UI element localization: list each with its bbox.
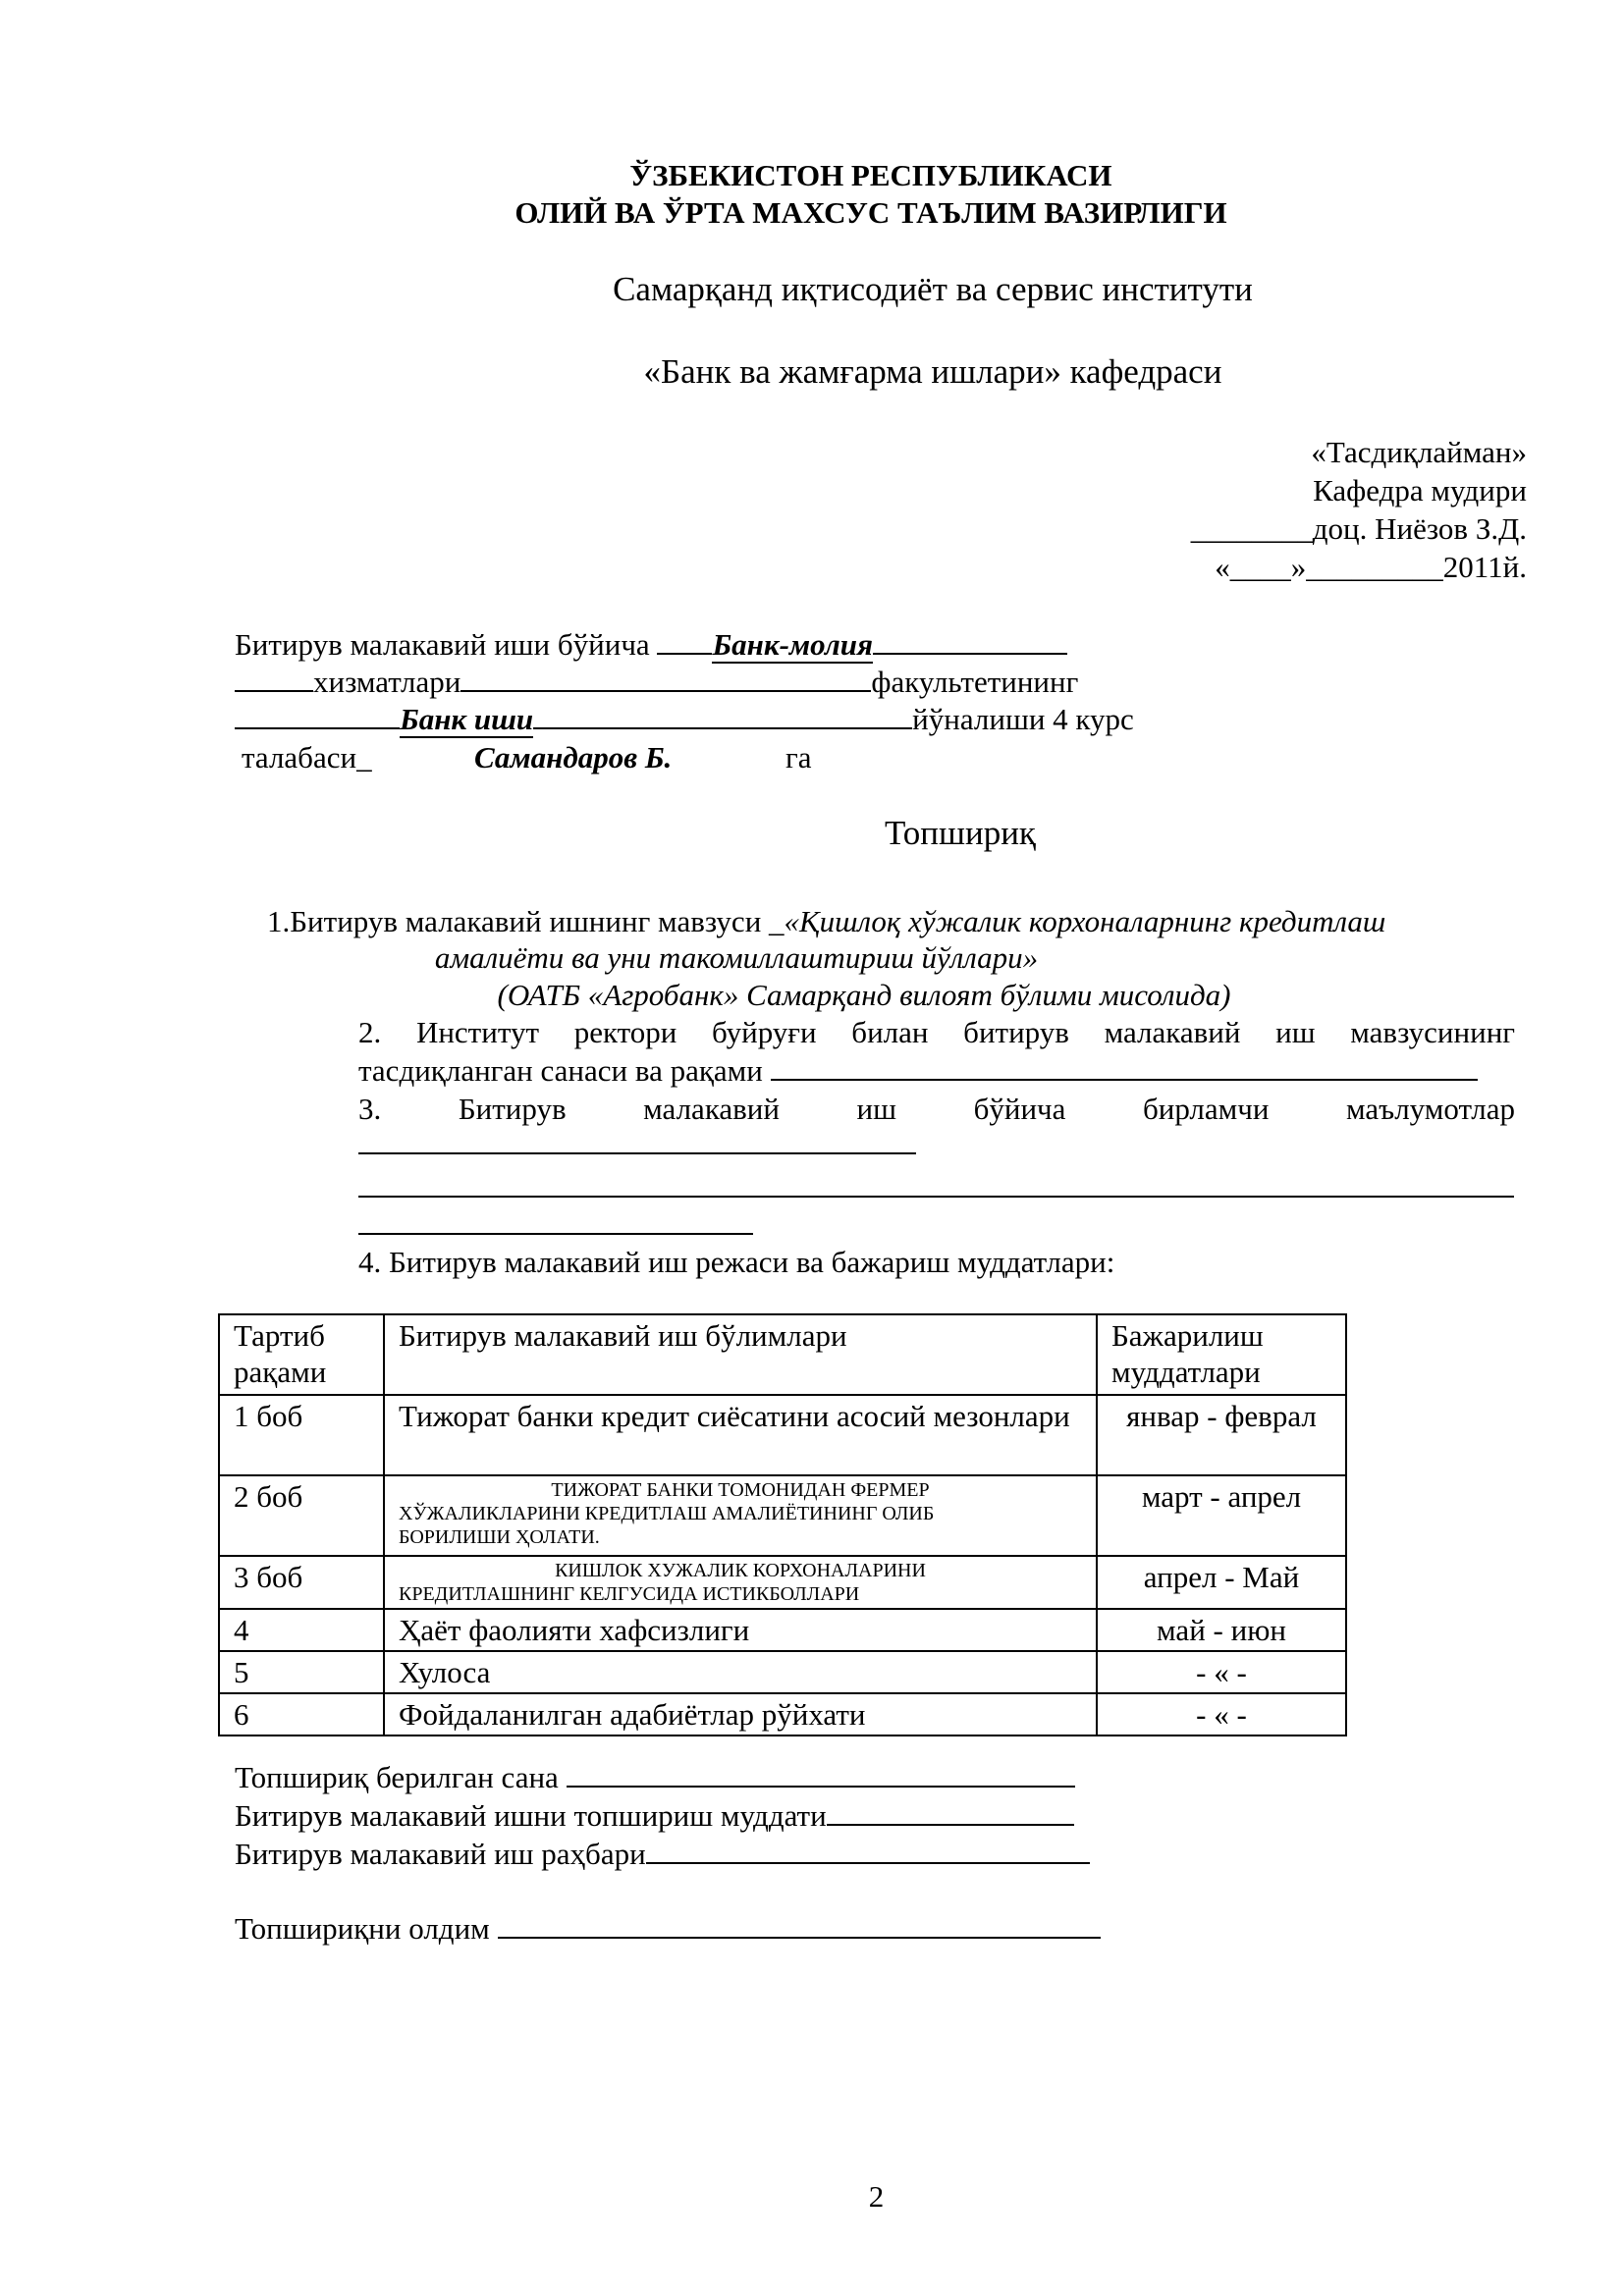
item1-prefix: 1.Битирув малакавий ишнинг мавзуси _: [267, 904, 785, 938]
blank-line: [235, 704, 400, 729]
item1-topic-b: амалиёти ва уни такомиллаштириш йўллари»: [434, 940, 1039, 975]
blank-line: [235, 667, 313, 692]
submission-deadline-line: [235, 1797, 1074, 1835]
section-line: КИШЛОК ХУЖАЛИК КОРХОНАЛАРИНИ: [555, 1560, 926, 1581]
row-deadline: май - июн: [1097, 1609, 1346, 1651]
blank-line: [657, 629, 712, 655]
approve-label: «Тасдиқлайман»: [1311, 435, 1527, 469]
head-signature-line: ________доц. Ниёзов З.Д.: [1190, 511, 1527, 546]
section-line: БОРИЛИШИ ҲОЛАТИ.: [399, 1526, 600, 1548]
row-deadline: март - апрел: [1097, 1475, 1346, 1556]
department-name: «Банк ва жамғарма ишлари» кафедраси: [643, 352, 1222, 391]
item2-line-1: 2. Институт ректори буйруғи билан битирув малакавий иш мавзусининг: [358, 1015, 1515, 1049]
blank-line: [827, 1800, 1074, 1826]
submission-label: Битирув малакавий ишни топшириш муддати: [235, 1798, 827, 1833]
section-line: КРЕДИТЛАШНИНГ КЕЛГУСИДА ИСТИКБОЛЛАРИ: [399, 1583, 860, 1605]
blank-line: [646, 1839, 1090, 1864]
row-number: 1 боб: [219, 1395, 384, 1475]
item1-line-1: [267, 903, 1385, 940]
row-section: Ҳаёт фаолияти хафсизлиги: [384, 1609, 1097, 1651]
supervisor-label: Битирув малакавий иш раҳбари: [235, 1837, 646, 1871]
row-deadline: - « -: [1097, 1693, 1346, 1735]
item2-label: тасдиқланган санаси ва рақами: [358, 1053, 763, 1088]
section-line: ХЎЖАЛИКЛАРИНИ КРЕДИТЛАШ АМАЛИЁТИНИНГ ОЛИБ: [399, 1503, 935, 1524]
banking-value: Банк иши: [400, 702, 534, 736]
row-section: [384, 1556, 1097, 1609]
faculty-label: факультетининг: [871, 665, 1079, 699]
row-section: [384, 1475, 1097, 1556]
services-label: хизматлари: [313, 665, 461, 699]
item3-blank-1: [358, 1152, 916, 1154]
task-title: Топшириқ: [885, 814, 1036, 852]
table-row: [219, 1693, 1346, 1735]
blank-line: [1164, 1055, 1478, 1081]
received-label: Топшириқни олдим: [235, 1911, 490, 1946]
header-deadline: Бажарилиш муддатлари: [1097, 1314, 1346, 1395]
blank-line: [771, 1055, 1164, 1081]
row-number: 3 боб: [219, 1556, 384, 1609]
blank-line: [567, 1762, 1075, 1788]
row-section: Хулоса: [384, 1651, 1097, 1693]
row-number: 4: [219, 1609, 384, 1651]
blank-line: [498, 1913, 1101, 1939]
student-suffix: га: [785, 740, 812, 774]
row-deadline: апрел - Май: [1097, 1556, 1346, 1609]
row-section: Тижорат банки кредит сиёсатини асосий мезонлари: [384, 1395, 1097, 1475]
item1-topic-c: (ОАТБ «Агробанк» Самарқанд вилоят бўлими мисолида): [497, 978, 1231, 1012]
student-line-3: [235, 701, 1134, 738]
student-prefix: талабаси_: [242, 740, 372, 774]
student-name: Самандаров Б.: [474, 740, 673, 774]
institute-name: Самарқанд иқтисодиёт ва сервис институти: [613, 270, 1253, 308]
approval-date-line: «____»_________2011й.: [1215, 550, 1527, 584]
item1-topic-a: «Қишлоқ хўжалик корхоналарнинг кредитлаш: [784, 904, 1386, 938]
republic-title: ЎЗБЕКИСТОН РЕСПУБЛИКАСИ: [629, 158, 1112, 192]
bmi-prefix: Битирув малакавий иши бўйича: [235, 627, 650, 662]
plan-table: [218, 1313, 1347, 1736]
table-row: [219, 1651, 1346, 1693]
supervisor-line: [235, 1836, 1090, 1873]
table-row: [219, 1609, 1346, 1651]
table-row: [219, 1556, 1346, 1609]
issued-label: Топшириқ берилган сана: [235, 1760, 559, 1794]
received-line: [235, 1910, 1101, 1948]
section-line: ТИЖОРАТ БАНКИ ТОМОНИДАН ФЕРМЕР: [551, 1479, 930, 1501]
department-head-label: Кафедра мудири: [1313, 473, 1527, 507]
header-section: Битирув малакавий иш бўлимлари: [384, 1314, 1097, 1395]
table-header-row: [219, 1314, 1346, 1395]
item2-line-2: [358, 1052, 1478, 1090]
row-number: 6: [219, 1693, 384, 1735]
item3-blank-3: [358, 1233, 753, 1235]
item3-blank-2: [358, 1196, 1514, 1198]
row-number: 5: [219, 1651, 384, 1693]
table-row: [219, 1395, 1346, 1475]
item3-line-1: 3. Битирув малакавий иш бўйича бирламчи маълумотлар: [358, 1092, 1515, 1126]
row-section: Фойдаланилган адабиётлар рўйхати: [384, 1693, 1097, 1735]
bank-finance-value: Банк-молия: [712, 627, 873, 662]
row-deadline: - « -: [1097, 1651, 1346, 1693]
ministry-title: ОЛИЙ ВА ЎРТА МАХСУС ТАЪЛИМ ВАЗИРЛИГИ: [514, 195, 1227, 230]
blank-line: [873, 629, 1067, 655]
student-line-4: [242, 739, 372, 776]
table-row: [219, 1475, 1346, 1556]
blank-line: [533, 704, 912, 729]
page-number: 2: [868, 2179, 885, 2214]
row-deadline: январ - феврал: [1097, 1395, 1346, 1475]
student-line-1: [235, 626, 1067, 664]
issued-date-line: [235, 1759, 1075, 1796]
direction-label: йўналиши 4 курс: [912, 702, 1134, 736]
row-number: 2 боб: [219, 1475, 384, 1556]
student-line-2: [235, 664, 1078, 701]
item4-line: 4. Битирув малакавий иш режаси ва бажариш муддатлари:: [358, 1245, 1115, 1279]
header-number: Тартиб рақами: [219, 1314, 384, 1395]
blank-line: [460, 667, 871, 692]
